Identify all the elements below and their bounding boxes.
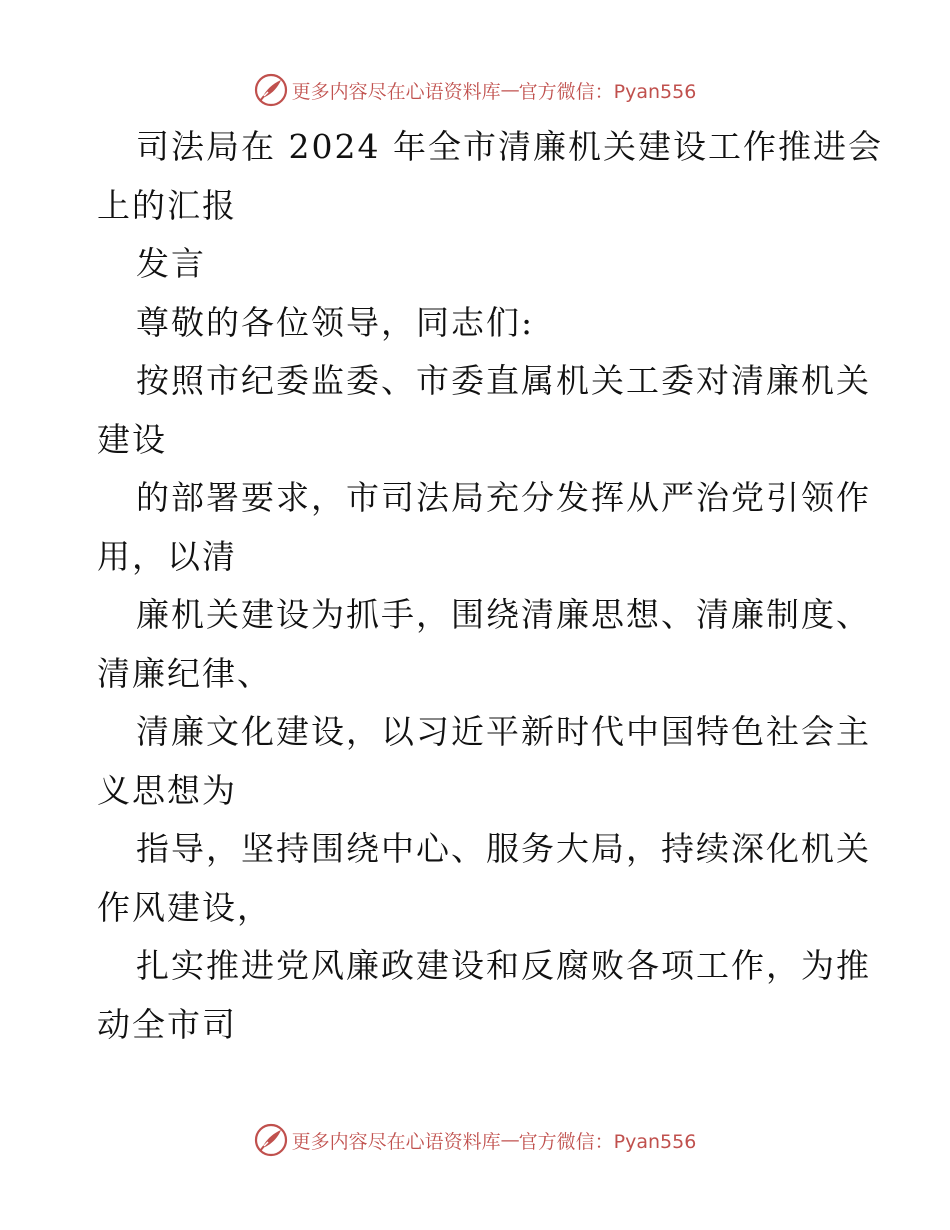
watermark-separator: — [500,1129,519,1151]
document-body [97,118,883,1054]
document-line: 清廉纪律、 [97,653,272,693]
document-line: 上的汇报 [97,185,237,225]
document-line: 指导，坚持围绕中心、服务大局，持续深化机关 [136,829,871,868]
document-line: 建设 [97,419,167,459]
document-line: 清廉文化建设，以习近平新时代中国特色社会主 [136,712,871,751]
document-line: 发言 [136,244,206,283]
watermark-separator: — [500,79,519,101]
document-line: 的部署要求，市司法局充分发挥从严治党引领作 [136,478,871,517]
footer-watermark [0,1120,950,1160]
watermark-wechat: 官方微信：Pyan556 [518,80,697,103]
watermark-text: 更多内容尽在心语资料库 [291,80,501,103]
document-line: 尊敬的各位领导，同志们: [136,302,535,342]
document-line: 作风建设， [97,887,272,927]
document-line: 廉机关建设为抓手，围绕清廉思想、清廉制度、 [136,595,871,634]
document-line: 按照市纪委监委、市委直属机关工委对清廉机关 [136,361,871,400]
document-line: 用，以清 [97,536,237,576]
quill-pen-logo-icon [254,73,288,107]
document-line: 动全市司 [97,1004,237,1044]
watermark-text: 更多内容尽在心语资料库 [291,1130,501,1153]
quill-pen-logo-icon [254,1123,288,1157]
watermark-wechat: 官方微信：Pyan556 [518,1130,697,1153]
document-line: 扎实推进党风廉政建设和反腐败各项工作，为推 [136,946,871,985]
header-watermark [0,70,950,110]
document-line: 司法局在 2024 年全市清廉机关建设工作推进会 [136,127,883,166]
document-line: 义思想为 [97,770,237,810]
